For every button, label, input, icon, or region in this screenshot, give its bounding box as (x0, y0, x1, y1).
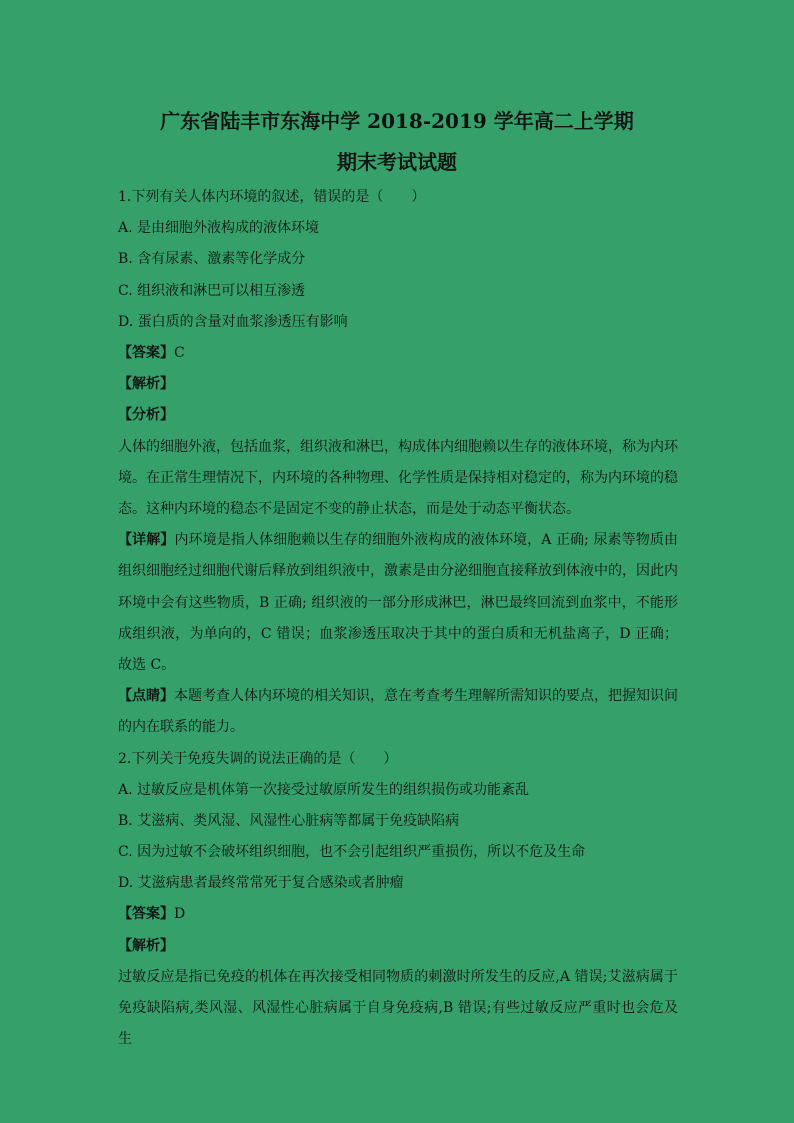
question-1-analysis-tag: 【解析】 (118, 376, 174, 393)
answer-value: D (174, 906, 186, 923)
question-1-answer (118, 338, 678, 369)
question-1-option-d: D. 蛋白质的含量对血浆渗透压有影响 (118, 313, 348, 330)
question-2-option-a: A. 过敏反应是机体第一次接受过敏原所发生的组织损伤或功能紊乱 (118, 781, 530, 798)
question-2-stem: 2.下列关于免疫失调的说法正确的是（ ） (118, 750, 398, 767)
question-1-option-c: C. 组织液和淋巴可以相互渗透 (118, 282, 306, 299)
document-title-line-2: 期末考试试题 (337, 150, 457, 174)
question-2-analysis-tag: 【解析】 (118, 937, 174, 954)
question-1-option-a: A. 是由细胞外液构成的液体环境 (118, 220, 320, 237)
comment-tag: 【点睛】 (118, 688, 174, 705)
detail-text: 内环境是指人体细胞赖以生存的细胞外液构成的液体环境，A 正确; 尿素等物质由组织细胞经过细胞代谢后释放到组织液中，激素是由分泌细胞直接释放到体液中的，因此内环境中会有这些物质，B 正确; 组织液的一部分形成淋巴，淋巴最终回流到血浆中，不能形成组织液，为单向的，C 错误；血浆渗透压取决于其中的蛋白质和无机盐离子，D 正确；故选 C。 (118, 532, 678, 673)
document-body (118, 182, 678, 1055)
question-2-option-c: C. 因为过敏不会破坏组织细胞，也不会引起组织严重损伤，所以不危及生命 (118, 844, 586, 861)
question-1-stem: 1.下列有关人体内环境的叙述，错误的是（ ） (118, 189, 426, 205)
document-title-line-1: 广东省陆丰市东海中学 2018-2019 学年高二上学期 (160, 109, 634, 133)
question-1-fenxi-text: 人体的细胞外液，包括血浆，组织液和淋巴，构成体内细胞赖以生存的液体环境，称为内环境。在正常生理情况下，内环境的各种物理、化学性质是保持相对稳定的，称为内环境的稳态。这种内环境的稳态不是固定不变的静止状态，而是处于动态平衡状态。 (118, 438, 678, 517)
question-2-answer (118, 899, 678, 930)
detail-tag: 【详解】 (118, 532, 175, 549)
question-1-option-b: B. 含有尿素、激素等化学成分 (118, 251, 306, 268)
question-1-detail (118, 525, 678, 681)
answer-tag: 【答案】 (118, 906, 174, 923)
comment-text: 本题考查人体内环境的相关知识，意在考查考生理解所需知识的要点，把握知识间的内在联系的能力。 (118, 688, 678, 736)
question-2-option-d: D. 艾滋病患者最终常常死于复合感染或者肿瘤 (118, 875, 404, 892)
question-2-analysis-text: 过敏反应是指已免疫的机体在再次接受相同物质的刺激时所发生的反应,A 错误;艾滋病属于免疫缺陷病,类风湿、风湿性心脏病属于自身免疫病,B 错误;有些过敏反应严重时也会危及生 (118, 968, 678, 1048)
answer-value: C (174, 344, 185, 361)
question-1-comment (118, 681, 678, 743)
question-2-option-b: B. 艾滋病、类风湿、风湿性心脏病等都属于免疫缺陷病 (118, 812, 460, 829)
question-1-fenxi-tag: 【分析】 (118, 407, 174, 424)
answer-tag: 【答案】 (118, 344, 174, 361)
